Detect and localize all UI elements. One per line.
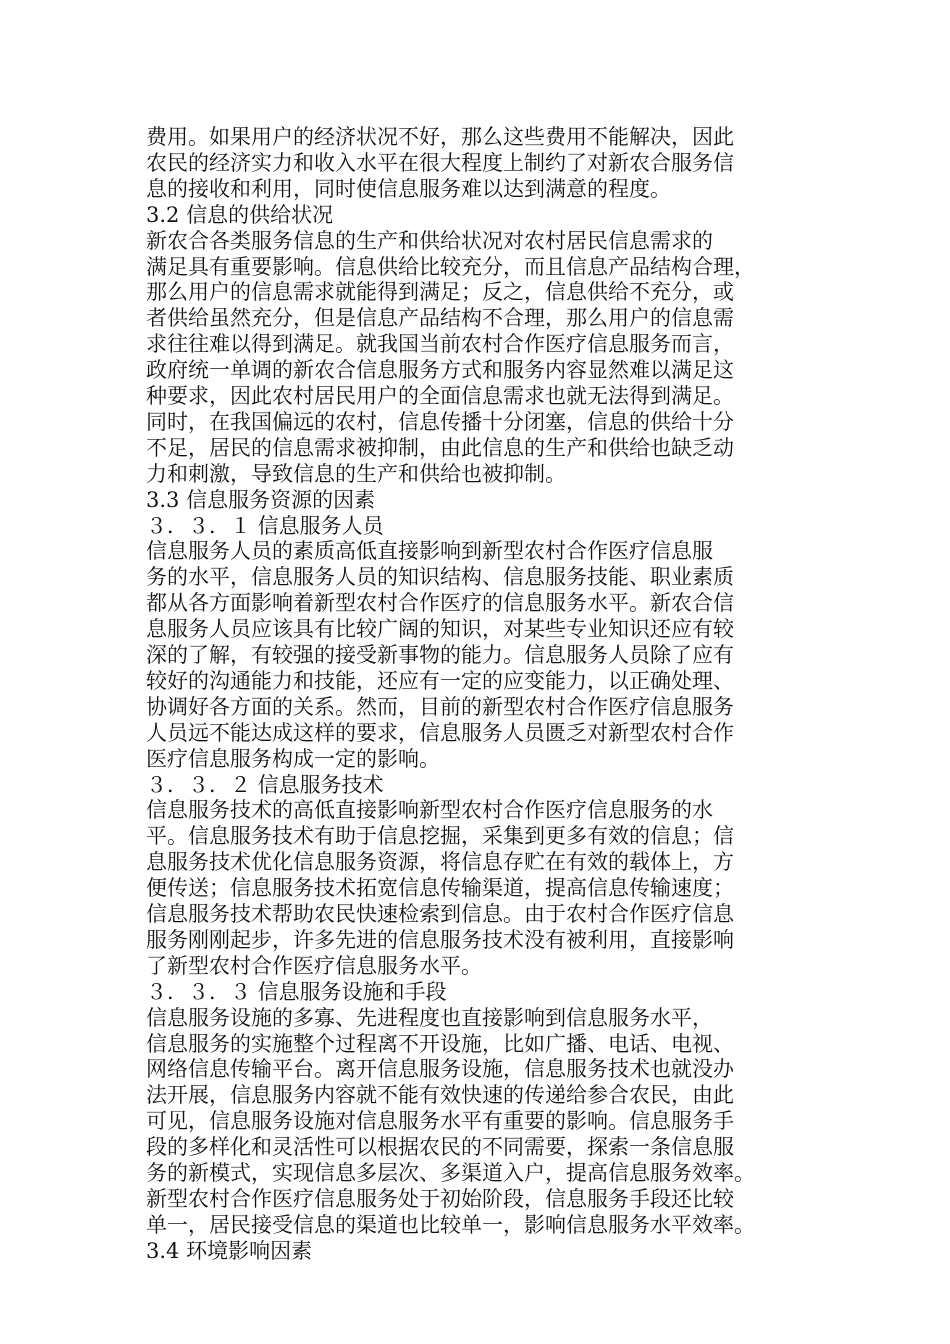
text-line: 同时，在我国偏远的农村，信息传播十分闭塞，信息的供给十分 (146, 409, 734, 434)
text-line: 务的水平，信息服务人员的知识结构、信息服务技能、职业素质 (146, 565, 734, 590)
text-line: 力和刺激，导致信息的生产和供给也被抑制。 (146, 461, 566, 486)
text-line: 段的多样化和灵活性可以根据农民的不同需要，探索一条信息服 (146, 1135, 734, 1160)
text-line: 医疗信息服务构成一定的影响。 (146, 746, 440, 771)
text-line: 信息服务人员的素质高低直接影响到新型农村合作医疗信息服 (146, 539, 713, 564)
text-line: 便传送；信息服务技术拓宽信息传输渠道，提高信息传输速度； (146, 876, 734, 901)
text-line: 3.3 信息服务资源的因素 (146, 487, 376, 512)
text-line: 人员远不能达成这样的要求，信息服务人员匮乏对新型农村合作 (146, 720, 734, 745)
text-line: 者供给虽然充分，但是信息产品结构不合理，那么用户的信息需 (146, 306, 734, 331)
text-line: 可见，信息服务设施对信息服务水平有重要的影响。信息服务手 (146, 1109, 734, 1134)
text-line: 深的了解，有较强的接受新事物的能力。信息服务人员除了应有 (146, 643, 734, 667)
text-line: 不足，居民的信息需求被抑制，由此信息的生产和供给也缺乏动 (146, 435, 734, 460)
text-line: 信息服务技术的高低直接影响新型农村合作医疗信息服务的水 (146, 798, 713, 823)
text-line: ３．３．３ 信息服务设施和手段 (146, 979, 447, 1004)
text-line: 息服务人员应该具有比较广阔的知识，对某些专业知识还应有较 (146, 617, 734, 642)
text-line: 单一，居民接受信息的渠道也比较单一，影响信息服务水平效率。 (146, 1212, 755, 1237)
text-line: 政府统一单调的新农合信息服务方式和服务内容显然难以满足这 (146, 358, 734, 383)
text-line: 息的接收和利用，同时使信息服务难以达到满意的程度。 (146, 176, 671, 201)
text-line: 3.2 信息的供给状况 (146, 202, 334, 227)
text-line: 较好的沟通能力和技能，还应有一定的应变能力，以正确处理、 (146, 668, 734, 693)
text-line: 费用。如果用户的经济状况不好，那么这些费用不能解决，因此 (146, 125, 734, 149)
text-line: 平。信息服务技术有助于信息挖掘，采集到更多有效的信息；信 (146, 824, 734, 849)
text-line: 网络信息传输平台。离开信息服务设施，信息服务技术也就没办 (146, 1057, 734, 1082)
text-line: 求往往难以得到满足。就我国当前农村合作医疗信息服务而言， (146, 332, 734, 357)
text-line: 了新型农村合作医疗信息服务水平。 (146, 953, 482, 978)
text-line: 务的新模式，实现信息多层次、多渠道入户，提高信息服务效率。 (146, 1161, 755, 1185)
text-line: ３．３．２ 信息服务技术 (146, 772, 384, 797)
text-line: 新农合各类服务信息的生产和供给状况对农村居民信息需求的 (146, 228, 713, 253)
text-line: ３．３．１ 信息服务人员 (146, 513, 384, 538)
text-line: 农民的经济实力和收入水平在很大程度上制约了对新农合服务信 (146, 150, 734, 175)
text-line: 息服务技术优化信息服务资源，将信息存贮在有效的载体上，方 (146, 850, 734, 875)
text-line: 新型农村合作医疗信息服务处于初始阶段，信息服务手段还比较 (146, 1186, 734, 1211)
text-line: 满足具有重要影响。信息供给比较充分，而且信息产品结构合理， (146, 254, 755, 279)
text-line: 3.4 环境影响因素 (146, 1238, 313, 1263)
text-line: 服务刚刚起步，许多先进的信息服务技术没有被利用，直接影响 (146, 927, 734, 952)
text-line: 种要求，因此农村居民用户的全面信息需求也就无法得到满足。 (146, 384, 734, 408)
text-line: 信息服务的实施整个过程离不开设施，比如广播、电话、电视、 (146, 1031, 734, 1056)
text-line: 那么用户的信息需求就能得到满足；反之，信息供给不充分，或 (146, 280, 734, 305)
text-line: 信息服务设施的多寡、先进程度也直接影响到信息服务水平， (146, 1005, 713, 1030)
text-line: 信息服务技术帮助农民快速检索到信息。由于农村合作医疗信息 (146, 902, 734, 926)
text-line: 法开展，信息服务内容就不能有效快速的传递给参合农民，由此 (146, 1083, 734, 1108)
text-line: 都从各方面影响着新型农村合作医疗的信息服务水平。新农合信 (146, 591, 734, 616)
text-line: 协调好各方面的关系。然而，目前的新型农村合作医疗信息服务 (146, 694, 734, 719)
